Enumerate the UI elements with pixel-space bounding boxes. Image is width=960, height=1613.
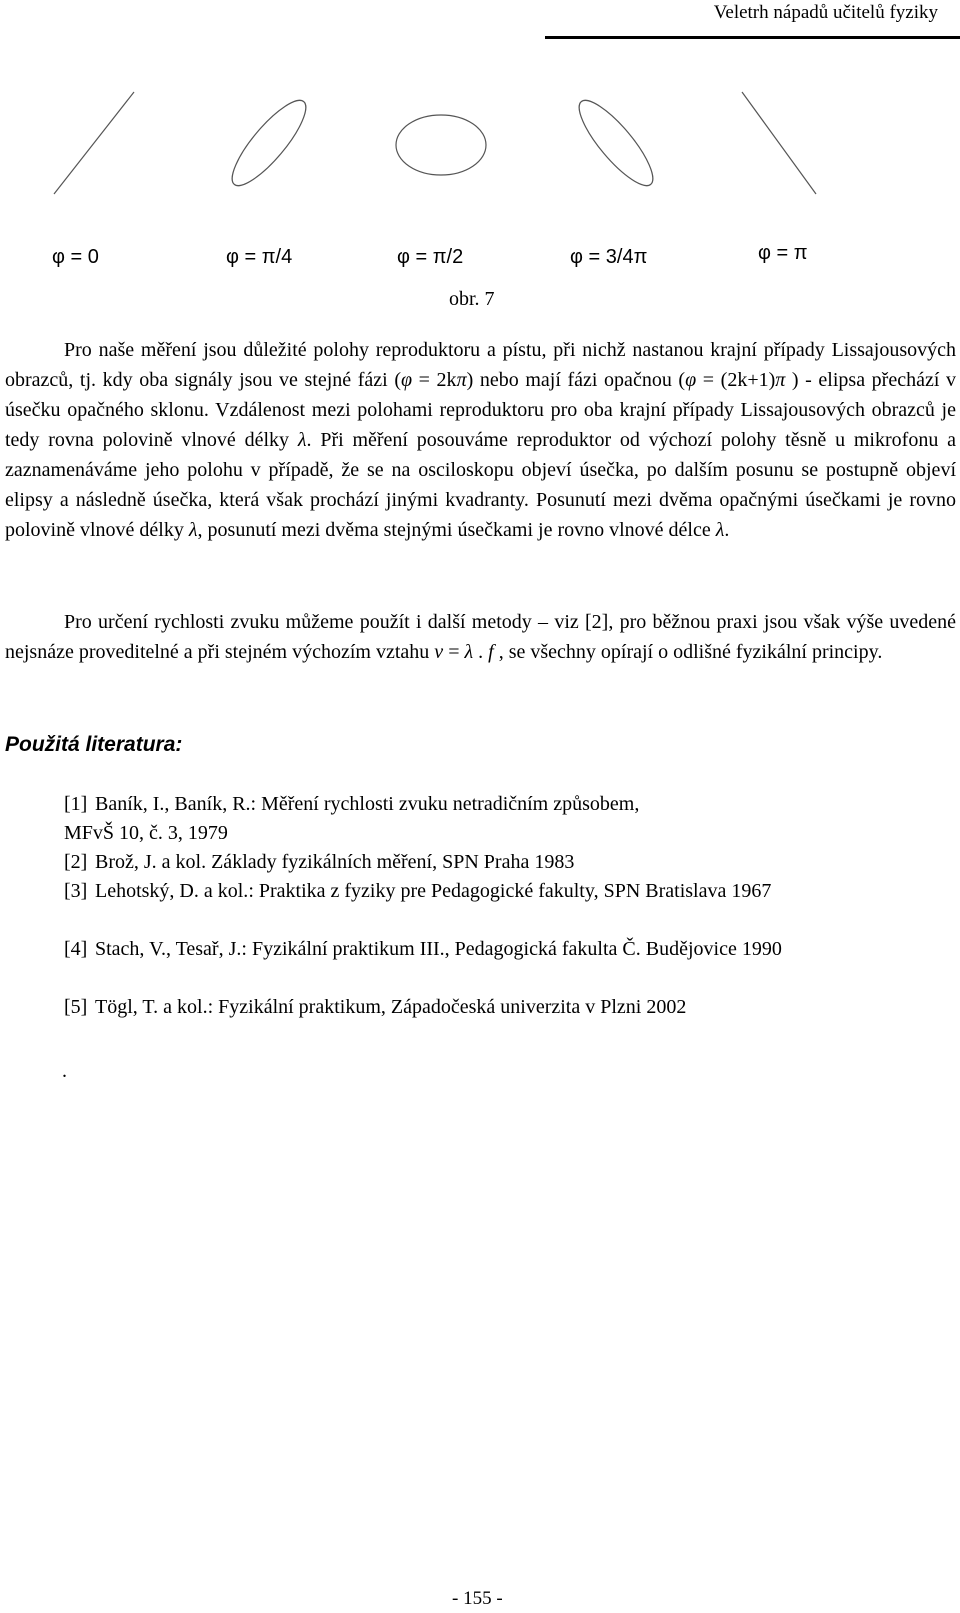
- lissajous-ellipse-phase-3-4pi: [569, 91, 663, 194]
- phase-label-pi-2: φ = π/2: [397, 246, 464, 268]
- body-paragraph-1: Pro naše měření jsou důležité polohy reproduktoru a pístu, při nichž nastanou krajní případy Lissajousových obrazců, tj. kdy oba signály jsou ve stejné fázi (φ = 2kπ) nebo mají fázi opačnou (φ = (2k+1)π ) - elipsa přechází v úsečku opačného sklonu. Vzdálenost mezi polohami reproduktoru pro oba krajní případy Lissajousových obrazců je tedy rovna polovině vlnové délky λ. Při měření posouváme reproduktor od výchozí polohy těsně u mikrofonu a zaznamenáváme jeho polohu v případě, že se na osciloskopu objeví úsečka, po dalším posunu se postupně objeví elipsy a následně úsečka, která však prochází jinými kvadranty. Posunutí mezi dvěma opačnými úsečkami je rovno polovině vlnové délky λ, posunutí mezi dvěma stejnými úsečkami je rovno vlnové délce λ.: [5, 339, 957, 541]
- header-rule: [545, 36, 960, 39]
- lissajous-line-phase-0: [54, 92, 134, 194]
- phase-label-0: φ = 0: [52, 246, 99, 268]
- running-header: Veletrh nápadů učitelů fyziky: [713, 2, 938, 23]
- reference-2: [2] Brož, J. a kol. Základy fyzikálních měření, SPN Praha 1983: [64, 851, 575, 873]
- phase-label-3-4pi: φ = 3/4π: [570, 246, 648, 268]
- lissajous-figure: [0, 80, 960, 210]
- trailing-dot: .: [62, 1060, 67, 1082]
- reference-3: [3] Lehotský, D. a kol.: Praktika z fyziky pre Pedagogické fakulty, SPN Bratislava 1967: [64, 880, 772, 902]
- figure-caption: obr. 7: [449, 288, 495, 310]
- lissajous-ellipse-phase-pi-2: [396, 115, 486, 175]
- literature-heading: Použitá literatura:: [5, 733, 183, 756]
- page-number: - 155 -: [452, 1588, 503, 1609]
- reference-4: [4] Stach, V., Tesař, J.: Fyzikální praktikum III., Pedagogická fakulta Č. Budějovice 1990: [64, 938, 782, 960]
- reference-5: [5] Tögl, T. a kol.: Fyzikální praktikum, Západočeská univerzita v Plzni 2002: [64, 996, 687, 1018]
- reference-1: [1] Baník, I., Baník, R.: Měření rychlosti zvuku netradičním způsobem, MFvŠ 10, č. 3, 1979: [64, 793, 640, 844]
- phase-label-pi-4: φ = π/4: [226, 246, 293, 268]
- body-paragraph-2: Pro určení rychlosti zvuku můžeme použít i další metody – viz [2], pro běžnou praxi jsou však výše uvedené nejsnáze proveditelné a při stejném výchozím vztahu v = λ . f , se všechny opírají o odlišné fyzikální principy.: [5, 611, 956, 663]
- lissajous-ellipse-phase-pi-4: [222, 91, 316, 194]
- lissajous-line-phase-pi: [742, 92, 816, 194]
- phase-label-pi: φ = π: [758, 242, 808, 264]
